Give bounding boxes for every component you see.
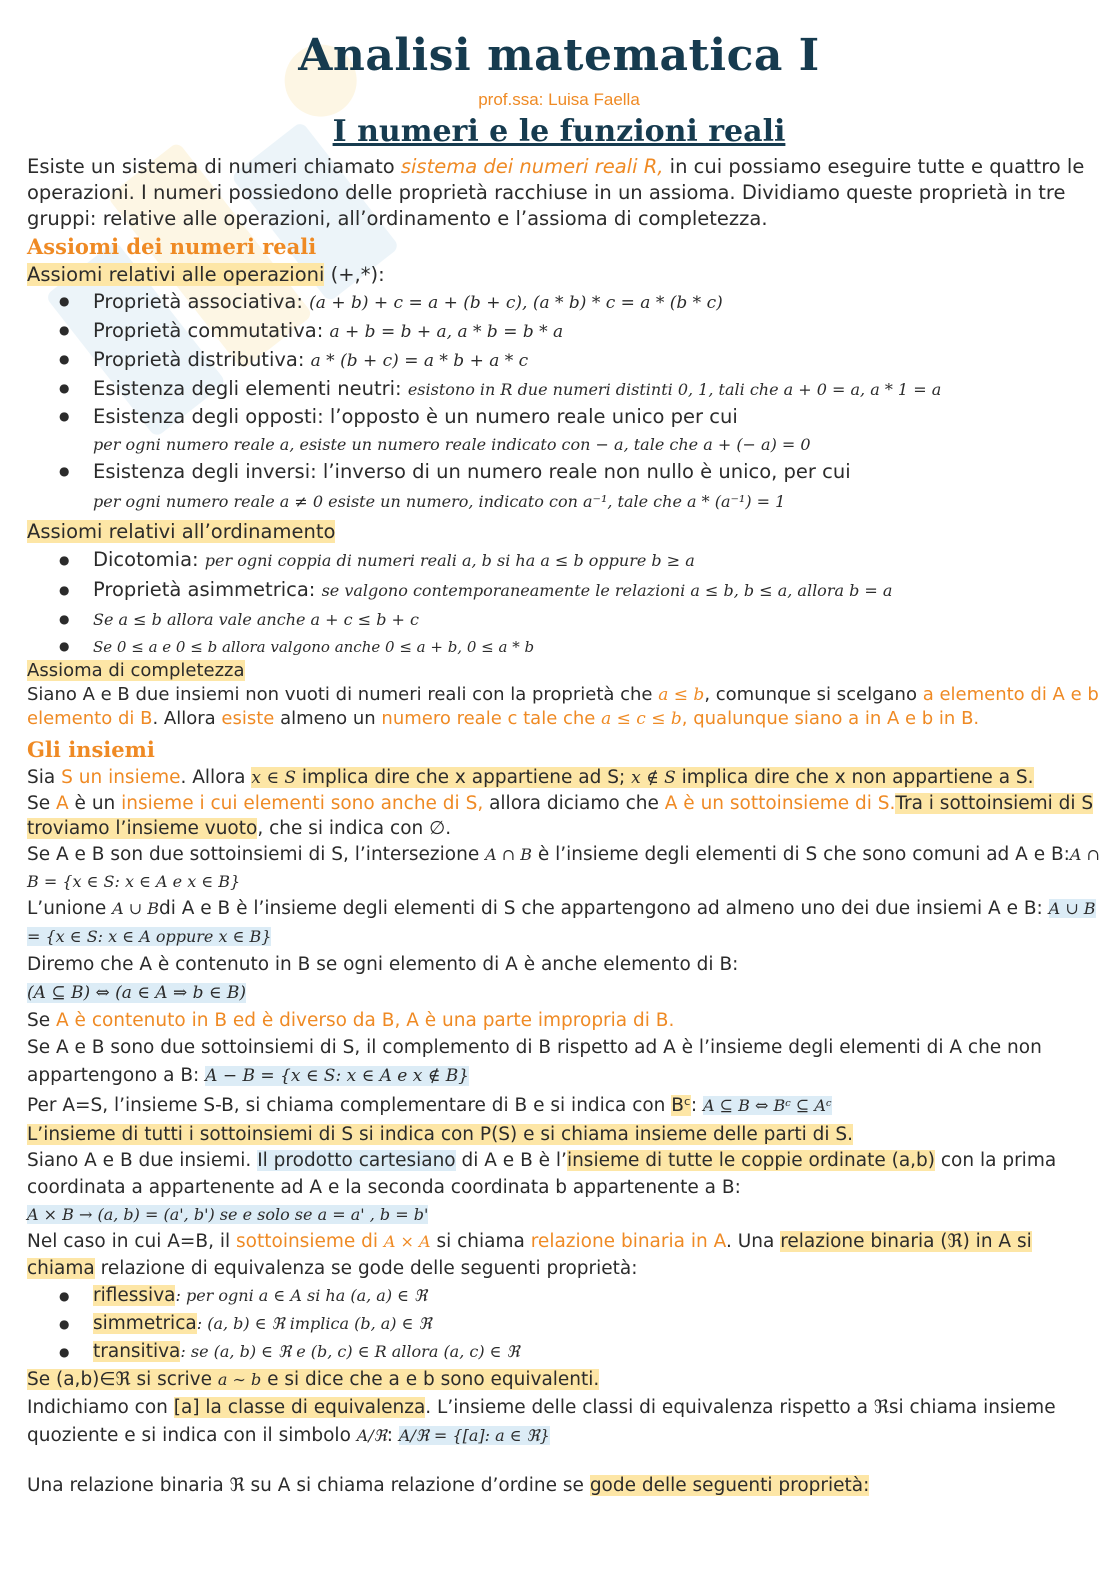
item-label: transitiva (93, 1341, 181, 1362)
text: con la prima coordinata a appartenente ad A e la seconda coordinata b appartenente a B: (27, 1150, 1057, 1198)
list-item (93, 403, 1102, 458)
text: Se A e B son due sottoinsiemi di S, l’intersezione (27, 844, 486, 865)
term-real-numbers: sistema dei numeri reali R, (400, 155, 664, 178)
math: a ≤ c ≤ b (601, 709, 682, 729)
item-math: se valgono contemporaneamente le relazioni a ≤ b, b ≤ a, allora b = a (321, 581, 893, 600)
label: Assioma di completezza (27, 660, 245, 681)
heading-sets: Gli insiemi (27, 737, 155, 762)
sets-p10 (27, 1147, 1102, 1228)
item-label: Proprietà associativa: (93, 290, 310, 313)
item-math: Se a ≤ b allora vale anche a + c ≤ b + c (93, 610, 419, 629)
text: si chiama (430, 1231, 531, 1252)
text: L’unione (27, 898, 113, 919)
text: è l’insieme degli elementi di S che sono comuni ad A e B: (531, 844, 1070, 865)
text: insieme di tutte le coppie ordinate (a,b) (566, 1150, 935, 1171)
text: gode delle seguenti proprietà: (589, 1475, 870, 1496)
sets-p6 (27, 1007, 1102, 1034)
text: è un (68, 793, 122, 814)
document-title: Analisi matematica I (298, 30, 820, 81)
item-math: esistono in R due numeri distinti 0, 1, tali che a + 0 = a, a * 1 = a (407, 380, 942, 399)
list-item (93, 576, 1102, 605)
item-math: : (a, b) ∈ ℜ implica (b, a) ∈ ℜ (196, 1314, 432, 1333)
text: Bᶜ (671, 1095, 691, 1116)
item-math: Se 0 ≤ a e 0 ≤ b allora valgono anche 0 ≤ a + b, 0 ≤ a * b (93, 638, 535, 656)
text: S un insieme (61, 767, 181, 788)
symbols: (+,*): (324, 263, 385, 286)
document-body (27, 154, 1102, 1500)
label: Assiomi relativi all’ordinamento (27, 520, 336, 543)
sets-p14 (27, 1472, 1102, 1500)
completeness-paragraph (27, 683, 1102, 731)
ops-axioms-list (27, 288, 1102, 519)
list-item (93, 375, 1102, 403)
text: Per A=S, l’insieme S-B, si chiama complementare di B e si indica con (27, 1095, 672, 1116)
text: di A e B è l’insieme degli elementi di S che appartengono ad almeno uno dei due insiemi A e B: (158, 898, 1049, 919)
item-math: a * (b + c) = a * b + a * c (310, 351, 529, 371)
math: (A ⊆ B) ⇔ (a ∈ A ⇒ b ∈ B) (27, 983, 247, 1003)
item-label: Esistenza degli inversi: l’inverso di un numero reale non nullo è unico, per cui (93, 460, 851, 483)
completeness-label (27, 659, 1102, 683)
list-item (93, 458, 1102, 519)
text: di A e B è l’ (455, 1150, 567, 1171)
text: : (690, 1095, 703, 1116)
item-math: : per ogni a ∈ A si ha (a, a) ∈ ℜ (175, 1286, 428, 1305)
text: L’insieme di tutti i sottoinsiemi di S si indica con P(S) e si chiama insieme delle parti di S. (27, 1124, 853, 1145)
item-label: Proprietà distributiva: (93, 348, 311, 371)
list-item (93, 605, 1102, 634)
text: sottoinsieme di (236, 1231, 384, 1252)
list-item (93, 346, 1102, 375)
item-label: riflessiva (93, 1285, 176, 1306)
item-math: per ogni numero reale a, esiste un numero reale indicato con − a, tale che a + (− a) = 0 (93, 435, 811, 454)
list-item (93, 317, 1102, 346)
text: A è un sottoinsieme di S. (664, 793, 896, 814)
list-item (93, 288, 1102, 317)
text: . L’insieme delle classi di equivalenza rispetto a ℜsi chiama insieme quoziente e si indica con il simbolo (27, 1397, 1056, 1446)
item-label: Proprietà commutativa: (93, 319, 330, 342)
math: A ⊆ B ⇔ Bᶜ ⊆ Aᶜ (702, 1096, 832, 1115)
text: e si dice che a e b sono equivalenti. (261, 1369, 600, 1390)
text: Se (27, 1010, 57, 1031)
text: , qualunque siano a in A e b in B. (681, 708, 980, 729)
text: Se (a,b)∈ℜ si scrive (27, 1369, 218, 1390)
list-item (93, 1282, 1102, 1310)
sets-p2 (27, 791, 1102, 841)
text: [a] la classe di equivalenza (173, 1397, 426, 1418)
text: almeno un (274, 708, 382, 729)
item-label: simmetrica (93, 1313, 197, 1334)
text: . Allora (152, 708, 222, 729)
label: Assiomi relativi alle operazioni (27, 263, 325, 286)
math: A × B → (a, b) = (a', b') se e solo se a = a' , b = b' (27, 1205, 429, 1224)
sets-p3 (27, 841, 1102, 895)
list-item (93, 1310, 1102, 1338)
text: Nel caso in cui A=B, il (27, 1231, 237, 1252)
math: A ∪ B (112, 899, 159, 918)
text: Siano A e B due insiemi non vuoti di numeri reali con la proprietà che (27, 684, 659, 705)
math: A ∩ B = {x ∈ S: x ∈ A e x ∈ B} (27, 845, 1100, 891)
text: implica dire che x non appartiene a S. (675, 767, 1034, 788)
intro-paragraph (27, 154, 1102, 232)
text: A (56, 793, 69, 814)
order-axioms-list (27, 545, 1102, 659)
math: A ∪ B = {x ∈ S: x ∈ A oppure x ∈ B} (27, 899, 1096, 946)
list-item (93, 545, 1102, 576)
text: esiste (221, 708, 275, 729)
ops-axioms-label (27, 262, 1102, 288)
item-math: per ogni coppia di numeri reali a, b si ha a ≤ b oppure b ≥ a (204, 551, 695, 570)
text: , comunque si scelgano (704, 684, 923, 705)
list-item (93, 634, 1102, 659)
text: Indichiamo con (27, 1397, 174, 1418)
text: . Allora (180, 767, 252, 788)
math: A/ℜ = {[a]: a ∈ ℜ} (398, 1426, 550, 1445)
sets-p1 (27, 765, 1102, 791)
order-axioms-label (27, 519, 1102, 545)
math: A/ℜ (356, 1426, 387, 1445)
math: A − B = {x ∈ S: x ∈ A e x ∉ B} (205, 1066, 469, 1086)
text: Una relazione binaria ℜ su A si chiama relazione d’ordine se (27, 1475, 590, 1496)
sets-p9 (27, 1122, 1102, 1147)
text: Siano A e B due insiemi. (27, 1150, 258, 1171)
text: insieme i cui elementi sono anche di S, (121, 793, 484, 814)
text: Sia (27, 767, 62, 788)
item-label: Proprietà asimmetrica: (93, 578, 322, 601)
list-item (93, 1338, 1102, 1366)
text: Diremo che A è contenuto in B se ogni elemento di A è anche elemento di B: (27, 954, 739, 975)
sets-p7 (27, 1034, 1102, 1090)
sets-p13 (27, 1394, 1102, 1450)
text: allora diciamo che (483, 793, 665, 814)
sets-p12 (27, 1366, 1102, 1394)
text: Se A e B sono due sottoinsiemi di S, il complemento di B rispetto ad A è l’insieme degli elementi di A che non appartengono a B: (27, 1037, 1042, 1086)
math: x ∉ S (631, 768, 676, 788)
text: : (386, 1425, 399, 1446)
sets-p11 (27, 1228, 1102, 1282)
heading-axioms: Assiomi dei numeri reali (27, 234, 317, 259)
math: a ∼ b (217, 1370, 262, 1389)
text: . Una (725, 1231, 781, 1252)
text: , che si indica con ∅. (257, 818, 452, 839)
professor-name: prof.ssa: Luisa Faella (478, 90, 640, 109)
equivalence-properties-list (27, 1282, 1102, 1366)
text: relazione binaria in A (530, 1231, 726, 1252)
text: Esiste un sistema di numeri chiamato (27, 155, 401, 178)
math: x ∈ S (251, 768, 296, 788)
sets-p4 (27, 895, 1102, 951)
text: a elemento di A e b elemento di B (27, 684, 1099, 729)
text: Tra i sottoinsiemi di S troviamo l’insieme vuoto (27, 793, 1094, 839)
item-math: (a + b) + c = a + (b + c), (a * b) * c = a * (b * c) (309, 293, 723, 313)
sets-p8 (27, 1090, 1102, 1122)
text: implica dire che x appartiene ad S; (295, 767, 632, 788)
text: relazione di equivalenza se gode delle seguenti proprietà: (94, 1258, 638, 1279)
sets-p5 (27, 951, 1102, 1007)
item-label: Esistenza degli opposti: l’opposto è un numero reale unico per cui (93, 405, 738, 428)
item-math: per ogni numero reale a ≠ 0 esiste un numero, indicato con a⁻¹, tale che a * (a⁻¹) = 1 (93, 492, 786, 511)
text: Il prodotto cartesiano (257, 1150, 456, 1171)
item-math: : se (a, b) ∈ ℜ e (b, c) ∈ R allora (a, c) ∈ ℜ (180, 1342, 520, 1361)
chapter-title: I numeri e le funzioni reali (332, 114, 786, 149)
item-math: a + b = b + a, a * b = b * a (329, 322, 564, 342)
text: Se (27, 793, 57, 814)
text: A è contenuto in B ed è diverso da B, A è una parte impropria di B. (56, 1010, 675, 1031)
item-label: Dicotomia: (93, 548, 205, 571)
math: A × A (383, 1232, 431, 1251)
text: relazione binaria (ℜ) in A si chiama (27, 1231, 1032, 1279)
math: A ∩ B (485, 845, 532, 864)
math: a ≤ b (658, 685, 705, 705)
text: numero reale c tale che (381, 708, 602, 729)
item-label: Esistenza degli elementi neutri: (93, 377, 408, 400)
text: in cui possiamo eseguire tutte e quattro le operazioni. I numeri possiedono delle proprietà racchiuse in un assioma. Dividiamo queste proprietà in tre gruppi: relative alle operazioni, all’ordinamento e l’assioma di completezza. (27, 155, 1085, 230)
